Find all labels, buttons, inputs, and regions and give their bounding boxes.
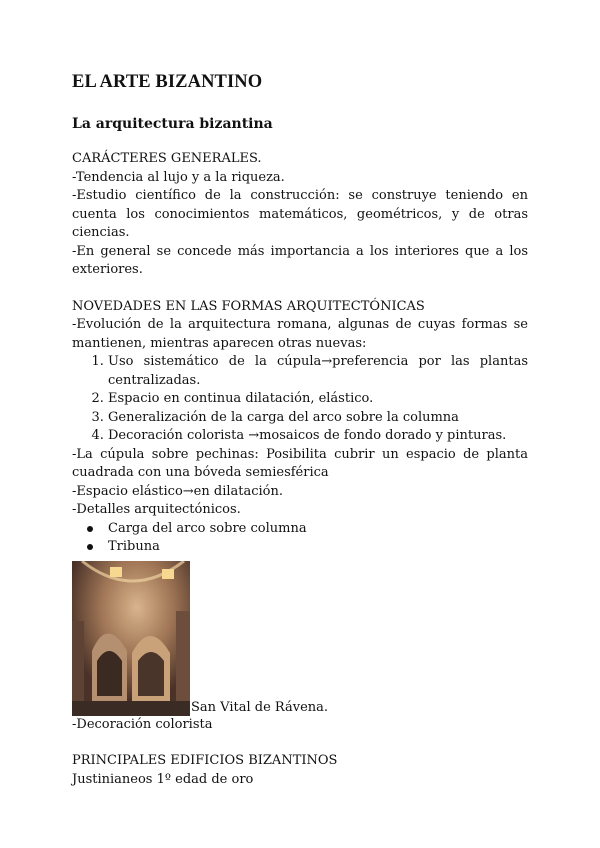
generales-line: -En general se concede más importancia a los interiores que a los exteriores. <box>72 243 528 277</box>
elastico-text: -Espacio elástico→en dilatación. <box>72 483 284 499</box>
photo-row <box>72 561 528 716</box>
generales-line: -Estudio científico de la construcción: se construye teniendo en cuenta los conocimientos matemáticos, geométricos, y de otras ciencias. <box>72 188 528 240</box>
list-item: 4. Decoración colorista →mosaicos de fondo dorado y pinturas. <box>108 427 528 446</box>
generales-heading: CARÁCTERES GENERALES. <box>72 151 262 166</box>
edificios-heading: PRINCIPALES EDIFICIOS BIZANTINOS <box>72 753 338 768</box>
novedades-heading: NOVEDADES EN LAS FORMAS ARQUITECTÓNICAS <box>72 298 425 314</box>
section-subtitle: La arquitectura bizantina <box>72 116 273 132</box>
document-body <box>72 150 528 789</box>
detalles-text: -Detalles arquitectónicos. <box>72 502 241 517</box>
san-vital-photo <box>72 561 190 716</box>
list-item: 1. Uso sistemático de la cúpula→preferencia por las plantas centralizadas. <box>108 353 528 390</box>
decoracion-text: -Decoración colorista <box>72 716 213 732</box>
novedades-intro: -Evolución de la arquitectura romana, algunas de cuyas formas se mantienen, mientras aparecen otras nuevas: <box>72 317 528 351</box>
bullet-item: Tribuna <box>108 538 528 557</box>
san-vital-image <box>72 561 190 716</box>
photo-caption: San Vital de Rávena. <box>191 699 329 715</box>
document-title: EL ARTE BIZANTINO <box>72 72 263 92</box>
novedades-numbered-list <box>72 353 528 446</box>
detalles-bullet-list <box>72 520 528 557</box>
pechinas-text: -La cúpula sobre pechinas: Posibilita cubrir un espacio de planta cuadrada con una bóveda semiesférica <box>72 446 528 480</box>
generales-line: -Tendencia al lujo y a la riqueza. <box>72 169 285 185</box>
list-item: 3. Generalización de la carga del arco sobre la columna <box>108 409 528 428</box>
list-item: 2. Espacio en continua dilatación, elástico. <box>108 390 528 409</box>
bullet-item: Carga del arco sobre columna <box>108 520 528 539</box>
edificios-line: Justinianeos 1º edad de oro <box>72 771 254 787</box>
